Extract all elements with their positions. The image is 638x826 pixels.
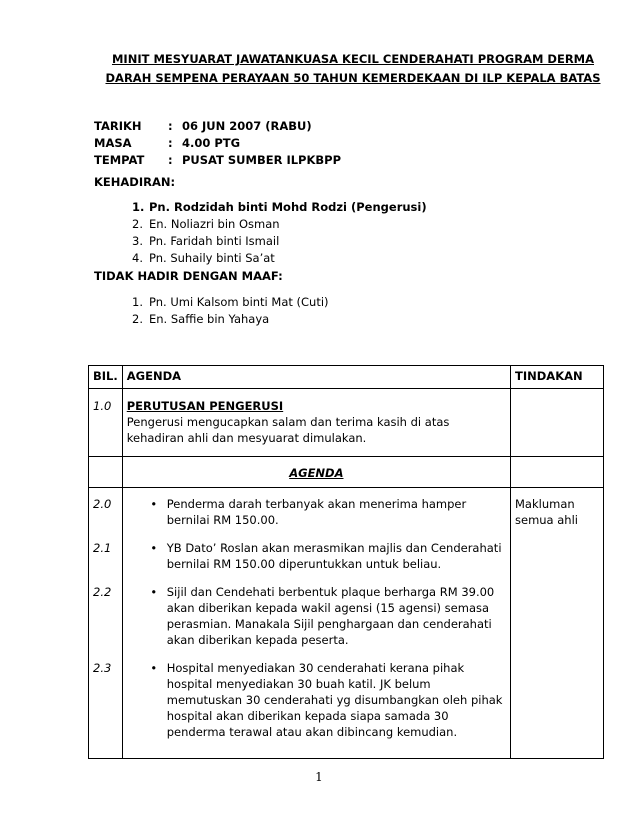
row-tindakan (511, 457, 604, 488)
item-bil: 2.2 (93, 585, 112, 599)
row-agenda (122, 457, 510, 488)
table-header-row (89, 366, 604, 389)
item-bil: 2.3 (93, 661, 112, 675)
agenda-table (88, 365, 604, 759)
row-tindakan (511, 389, 604, 457)
header-tindakan: TINDAKAN (511, 366, 604, 389)
table-row (89, 488, 604, 759)
item-text: Penderma darah terbanyak akan menerima hamper bernilai RM 150.00. (166, 497, 467, 527)
row-bil: 1.0 (89, 389, 123, 457)
bullet-icon: • (150, 661, 158, 675)
info-label: TARIKH (94, 119, 142, 133)
list-item (132, 199, 427, 216)
table-row (89, 389, 604, 457)
list-number: 1. (132, 295, 143, 309)
list-item (132, 216, 427, 233)
info-row-time (94, 135, 341, 152)
document-title (92, 50, 614, 88)
absent-list (132, 294, 329, 328)
header-bil: BIL. (89, 366, 123, 389)
attendance-heading: KEHADIRAN: (94, 175, 176, 189)
info-colon: : (168, 119, 173, 133)
list-item (132, 294, 329, 311)
list-number: 2. (132, 312, 143, 326)
item-text: Sijil dan Cendehati berbentuk plaque berharga RM 39.00 akan diberikan kepada wakil agensi (15 agensi) semasa perasmian. Manakala Sijil penghargaan dan cenderahati akan diberikan kepada peserta. (166, 585, 495, 647)
absent-heading: TIDAK HADIR DENGAN MAAF: (94, 269, 283, 283)
list-item (141, 496, 506, 528)
item-bil: 2.1 (93, 541, 112, 555)
info-label: TEMPAT (94, 153, 145, 167)
header-agenda: AGENDA (122, 366, 510, 389)
title-line-2: DARAH SEMPENA PERAYAAN 50 TAHUN KEMERDEKAAN DI ILP KEPALA BATAS (105, 71, 601, 85)
info-row-place (94, 152, 341, 169)
opening-text: Pengerusi mengucapkan salam dan terima kasih di atas kehadiran ahli dan mesyuarat dimulakan. (126, 415, 450, 445)
list-text: Pn. Suhaily binti Sa’at (149, 251, 275, 265)
list-text: En. Noliazri bin Osman (149, 217, 280, 231)
row-bil (89, 488, 123, 759)
info-row-date (94, 118, 341, 135)
row-tindakan (511, 488, 604, 759)
list-text: Pn. Umi Kalsom binti Mat (Cuti) (149, 295, 329, 309)
row-bil (89, 457, 123, 488)
bullet-icon: • (150, 585, 158, 599)
list-item (132, 250, 427, 267)
tindakan-text: Makluman semua ahli (515, 497, 578, 527)
bullet-icon: • (150, 497, 158, 511)
attendance-list (132, 199, 427, 267)
list-number: 3. (132, 234, 143, 248)
page-number: 1 (315, 770, 323, 784)
list-number: 2. (132, 217, 143, 231)
item-text: Hospital menyediakan 30 cenderahati kerana pihak hospital menyediakan 30 buah katil. JK belum memutuskan 30 cenderahati yg disumbangkan oleh pihak hospital akan diberikan kepada siapa samada 30 penderma terawal atau akan dibincang kemudian. (166, 661, 503, 739)
row-agenda (122, 389, 510, 457)
list-item (132, 233, 427, 250)
info-label: MASA (94, 136, 132, 150)
list-item (141, 584, 506, 648)
row-agenda (122, 488, 510, 759)
list-item (141, 540, 506, 572)
info-value: 4.00 PTG (182, 136, 241, 150)
list-item (132, 311, 329, 328)
info-colon: : (168, 136, 173, 150)
item-text: YB Dato’ Roslan akan merasmikan majlis dan Cenderahati bernilai RM 150.00 diperuntukkan untuk beliau. (166, 541, 502, 571)
list-text: En. Saffie bin Yahaya (149, 312, 270, 326)
table-row (89, 457, 604, 488)
list-number: 4. (132, 251, 143, 265)
info-value: PUSAT SUMBER ILPKBPP (182, 153, 342, 167)
list-number: 1. (132, 200, 145, 214)
list-text: Pn. Rodzidah binti Mohd Rodzi (Pengerusi) (149, 200, 427, 214)
list-item (141, 660, 506, 740)
title-line-1: MINIT MESYUARAT JAWATANKUASA KECIL CENDERAHATI PROGRAM DERMA (111, 52, 595, 66)
agenda-subheading: AGENDA (289, 466, 344, 480)
list-text: Pn. Faridah binti Ismail (149, 234, 280, 248)
item-bil: 2.0 (93, 497, 112, 511)
bullet-icon: • (150, 541, 158, 555)
info-value: 06 JUN 2007 (RABU) (182, 119, 312, 133)
opening-title: PERUTUSAN PENGERUSI (126, 399, 284, 413)
meeting-info (94, 118, 341, 169)
info-colon: : (168, 153, 173, 167)
